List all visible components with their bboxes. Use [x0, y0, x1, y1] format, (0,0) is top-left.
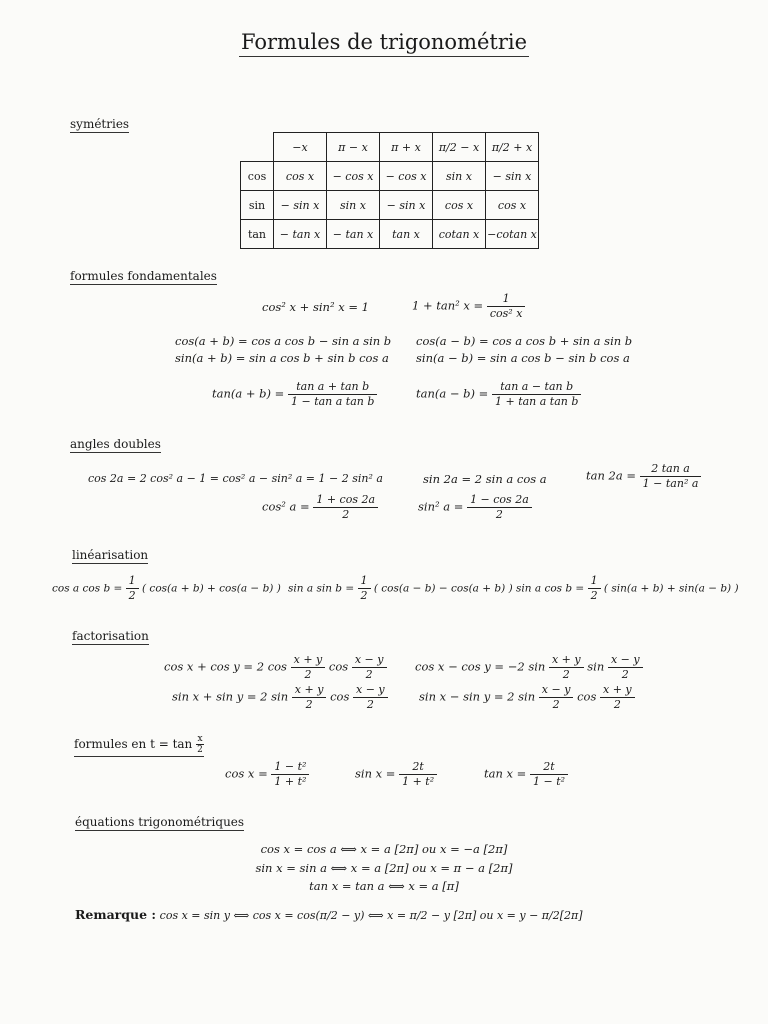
formula-lhs: cos x =: [225, 766, 268, 781]
table-cell: − sin x: [274, 191, 327, 220]
table-header-cell: π + x: [380, 133, 433, 162]
section-heading-text: formules en t = tan: [74, 737, 193, 751]
fraction: [608, 653, 643, 682]
formula-tan-sum: [212, 380, 377, 409]
fraction: [539, 683, 574, 712]
fraction: [600, 683, 635, 712]
formula-lhs: tan(a − b) =: [416, 386, 489, 401]
table-row-label: cos: [241, 162, 274, 191]
formula-pythagore: cos² x + sin² x = 1: [262, 300, 369, 314]
formula-operator: sin: [587, 659, 605, 674]
table-row-label: tan: [241, 220, 274, 249]
section-heading-equations: équations trigonométriques: [75, 815, 245, 829]
symmetry-table: [240, 132, 539, 249]
table-row: [241, 220, 539, 249]
fraction-half: [126, 574, 139, 603]
formula-cos-sum: cos(a + b) = cos a cos b − sin a sin b: [175, 334, 392, 348]
fraction-denominator: 2: [621, 668, 629, 681]
formula-operator: cos: [577, 689, 597, 704]
fraction: [492, 380, 581, 409]
fraction-numerator: 2 tan a: [640, 462, 702, 477]
fraction-denominator: 1 − t²: [532, 775, 566, 788]
fraction-denominator: 2: [495, 508, 503, 521]
fraction-denominator: 1 − tan² a: [642, 477, 699, 490]
fraction: [487, 292, 526, 321]
formula-lhs: cos x − cos y = −2 sin: [415, 659, 546, 674]
section-heading-fondamentales: formules fondamentales: [70, 269, 217, 283]
formula-t-cos: [225, 760, 309, 789]
table-header-cell: π − x: [327, 133, 380, 162]
formula-sin-cos: [516, 574, 739, 603]
fraction: [352, 653, 387, 682]
formula-sin-squared: [418, 493, 532, 522]
formula-sin-2a: sin 2a = 2 sin a cos a: [423, 472, 547, 486]
fraction-denominator: 1 + tan a tan b: [494, 395, 579, 408]
table-cell: sin x: [327, 191, 380, 220]
section-heading-formules-t: [74, 734, 204, 757]
remarque-line: [75, 907, 583, 922]
section-heading-linearisation: linéarisation: [72, 548, 149, 562]
fraction-numerator: 1: [126, 574, 139, 589]
formula-lhs: tan x =: [484, 766, 527, 781]
fraction-denominator: 2: [304, 668, 312, 681]
table-cell: sin x: [433, 162, 486, 191]
formula-sin-minus-sin: [419, 683, 635, 712]
fraction-numerator: x + y: [291, 653, 326, 668]
fraction-denominator: 1 + t²: [402, 775, 435, 788]
fraction-x-over-2: [196, 734, 204, 755]
fraction-numerator: 1 − t²: [271, 760, 309, 775]
fraction-half: [588, 574, 601, 603]
table-cell: − tan x: [327, 220, 380, 249]
section-heading-angles-doubles: angles doubles: [70, 437, 161, 451]
table-cell: − cos x: [327, 162, 380, 191]
fraction: [467, 493, 532, 522]
fraction: [530, 760, 568, 789]
fraction-denominator: 1 + t²: [274, 775, 307, 788]
fraction-numerator: 1: [588, 574, 601, 589]
table-row-label: sin: [241, 191, 274, 220]
formula-rhs: ( sin(a + b) + sin(a − b) ): [603, 582, 739, 595]
formula-cos-squared: [262, 493, 378, 522]
formula-cos-diff: cos(a − b) = cos a cos b + sin a sin b: [416, 334, 633, 348]
fraction-half: [358, 574, 371, 603]
table-cell: −cotan x: [486, 220, 539, 249]
formula-lhs: sin x + sin y = 2 sin: [172, 689, 289, 704]
table-cell: − cos x: [380, 162, 433, 191]
formula-sin-plus-sin: [172, 683, 388, 712]
fraction-denominator: 2: [342, 508, 350, 521]
fraction-denominator: 2: [562, 668, 570, 681]
formula-lhs: tan(a + b) =: [212, 386, 285, 401]
table-row: [241, 191, 539, 220]
fraction: [292, 683, 327, 712]
fraction-numerator: 2t: [399, 760, 437, 775]
fraction-numerator: 2t: [530, 760, 568, 775]
table-cell: tan x: [380, 220, 433, 249]
fraction: [291, 653, 326, 682]
formula-lhs: cos x + cos y = 2 cos: [164, 659, 287, 674]
fraction-denominator: 2: [360, 589, 368, 602]
formula-lhs: tan 2a =: [586, 468, 637, 483]
fraction-denominator: 2: [552, 698, 560, 711]
formula-lhs: cos² a =: [262, 499, 310, 514]
formula-lhs: sin x =: [355, 766, 396, 781]
fraction: [313, 493, 378, 522]
formula-equation-tan: tan x = tan a ⟺ x = a [π]: [309, 879, 459, 893]
fraction-numerator: x + y: [600, 683, 635, 698]
remarque-label: Remarque :: [75, 907, 156, 922]
formula-cos-2a: cos 2a = 2 cos² a − 1 = cos² a − sin² a = 1 − 2 sin² a: [88, 472, 383, 485]
fraction-numerator: tan a + tan b: [288, 380, 377, 395]
fraction: [271, 760, 309, 789]
fraction-numerator: x − y: [608, 653, 643, 668]
fraction-numerator: tan a − tan b: [492, 380, 581, 395]
table-header-cell: −x: [274, 133, 327, 162]
remarque-text: cos x = sin y ⟺ cos x = cos(π/2 − y) ⟺ x = π/2 − y [2π] ou x = y − π/2[2π]: [159, 909, 583, 922]
table-header-row: [241, 133, 539, 162]
fraction-numerator: 1: [358, 574, 371, 589]
formula-cos-plus-cos: [164, 653, 387, 682]
table-corner: [241, 133, 274, 162]
section-heading-factorisation: factorisation: [72, 629, 149, 643]
table-cell: − sin x: [380, 191, 433, 220]
fraction-denominator: cos² x: [489, 307, 523, 320]
section-heading-symetries: symétries: [70, 117, 130, 131]
formula-tan-squared: [412, 292, 525, 321]
fraction-numerator: x: [197, 734, 203, 744]
fraction-numerator: 1: [487, 292, 526, 307]
page-title: Formules de trigonométrie: [0, 30, 768, 54]
fraction-numerator: 1 − cos 2a: [467, 493, 532, 508]
table-cell: cos x: [274, 162, 327, 191]
fraction-denominator: 1 − tan a tan b: [290, 395, 375, 408]
formula-sin-sum: sin(a + b) = sin a cos b + sin b cos a: [175, 351, 389, 365]
formula-t-tan: [484, 760, 568, 789]
formula-cos-minus-cos: [415, 653, 643, 682]
fraction-denominator: 2: [128, 589, 136, 602]
fraction-denominator: 2: [365, 668, 373, 681]
formula-tan-2a: [586, 462, 701, 491]
fraction-numerator: x + y: [292, 683, 327, 698]
fraction: [399, 760, 437, 789]
fraction-numerator: x − y: [352, 653, 387, 668]
fraction: [549, 653, 584, 682]
table-header-cell: π/2 − x: [433, 133, 486, 162]
formula-t-sin: [355, 760, 437, 789]
formula-operator: cos: [330, 689, 350, 704]
table-cell: − tan x: [274, 220, 327, 249]
formula-equation-sin: sin x = sin a ⟺ x = a [2π] ou x = π − a [2π]: [255, 861, 513, 875]
formula-lhs: 1 + tan² x =: [412, 298, 484, 313]
formula-cos-cos: [52, 574, 281, 603]
table-cell: − sin x: [486, 162, 539, 191]
fraction: [640, 462, 702, 491]
formula-lhs: sin a sin b =: [288, 582, 355, 595]
fraction-denominator: 2: [613, 698, 621, 711]
formula-lhs: sin² a =: [418, 499, 464, 514]
table-cell: cotan x: [433, 220, 486, 249]
formula-operator: cos: [328, 659, 349, 674]
table-cell: cos x: [486, 191, 539, 220]
fraction: [288, 380, 377, 409]
formula-rhs: ( cos(a + b) + cos(a − b) ): [142, 582, 281, 595]
formula-tan-diff: [416, 380, 581, 409]
fraction: [353, 683, 388, 712]
fraction-denominator: 2: [197, 745, 203, 755]
fraction-denominator: 2: [305, 698, 313, 711]
table-cell: cos x: [433, 191, 486, 220]
formula-lhs: cos a cos b =: [52, 582, 123, 595]
formula-sin-sin: [288, 574, 513, 603]
formula-sin-diff: sin(a − b) = sin a cos b − sin b cos a: [416, 351, 630, 365]
table-row: [241, 162, 539, 191]
fraction-denominator: 2: [366, 698, 374, 711]
fraction-numerator: x + y: [549, 653, 584, 668]
formula-lhs: sin a cos b =: [516, 582, 585, 595]
formula-equation-cos: cos x = cos a ⟺ x = a [2π] ou x = −a [2π]: [260, 842, 508, 856]
fraction-numerator: 1 + cos 2a: [313, 493, 378, 508]
formula-lhs: sin x − sin y = 2 sin: [419, 689, 536, 704]
fraction-denominator: 2: [590, 589, 598, 602]
fraction-numerator: x − y: [353, 683, 388, 698]
table-header-cell: π/2 + x: [486, 133, 539, 162]
formula-rhs: ( cos(a − b) − cos(a + b) ): [373, 582, 513, 595]
fraction-numerator: x − y: [539, 683, 574, 698]
